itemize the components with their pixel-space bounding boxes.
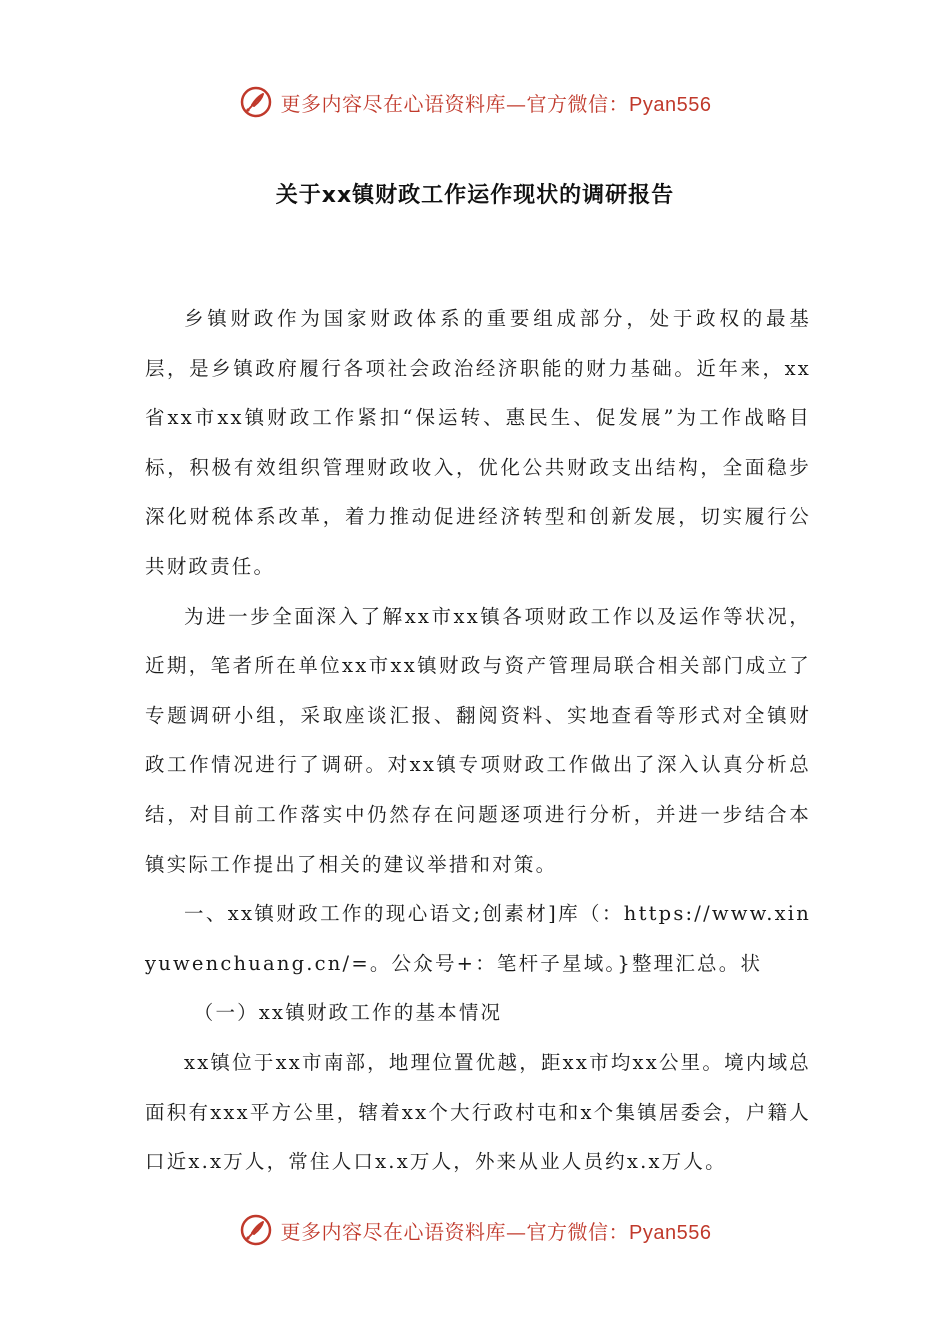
quill-logo-icon	[239, 1213, 273, 1247]
banner-text	[281, 88, 712, 117]
document-title: 关于xx镇财政工作运作现状的调研报告	[275, 183, 675, 208]
paragraph: 乡镇财政作为国家财政体系的重要组成部分，处于政权的最基层，是乡镇政府履行各项社会政治经济职能的财力基础。近年来，xx省xx市xx镇财政工作紧扣“保运转、惠民生、促发展”为工作战略目标，积极有效组织管理财政收入，优化公共财政支出结构，全面稳步深化财税体系改革，着力推动促进经济转型和创新发展，切实履行公共财政责任。	[145, 307, 811, 578]
footer-watermark-banner	[0, 1208, 950, 1252]
wechat-handle: Pyan556	[629, 1221, 712, 1244]
paragraph: xx镇位于xx市南部，地理位置优越，距xx市均xx公里。境内域总面积有xxx平方公里，辖着xx个大行政村屯和x个集镇居委会，户籍人口近x.x万人，常住人口x.x万人，外来从业人员约x.x万人。	[145, 1050, 811, 1174]
subsection-heading: （一）xx镇财政工作的基本情况	[193, 1001, 503, 1025]
document-body	[145, 294, 811, 1187]
wechat-handle: Pyan556	[629, 93, 712, 116]
banner-label: 更多内容尽在心语资料库—官方微信：	[280, 91, 630, 116]
paragraph: 为进一步全面深入了解xx市xx镇各项财政工作以及运作等状况，近期，笔者所在单位xx市xx镇财政与资产管理局联合相关部门成立了专题调研小组，采取座谈汇报、翻阅资料、实地查看等形式对全镇财政工作情况进行了调研。对xx镇专项财政工作做出了深入认真分析总结，对目前工作落实中仍然存在问题逐项进行分析，并进一步结合本镇实际工作提出了相关的建议举措和对策。	[145, 604, 811, 876]
section-heading: 一、xx镇财政工作的现心语文;创素材]库（：https://www.xinyuwenchuang.cn/=。公众号+：笔杆子星域。}整理汇总。状	[145, 902, 811, 975]
banner-text	[281, 1216, 712, 1245]
quill-logo-icon	[239, 85, 273, 119]
header-watermark-banner	[0, 80, 950, 124]
banner-label: 更多内容尽在心语资料库—官方微信：	[280, 1219, 630, 1244]
